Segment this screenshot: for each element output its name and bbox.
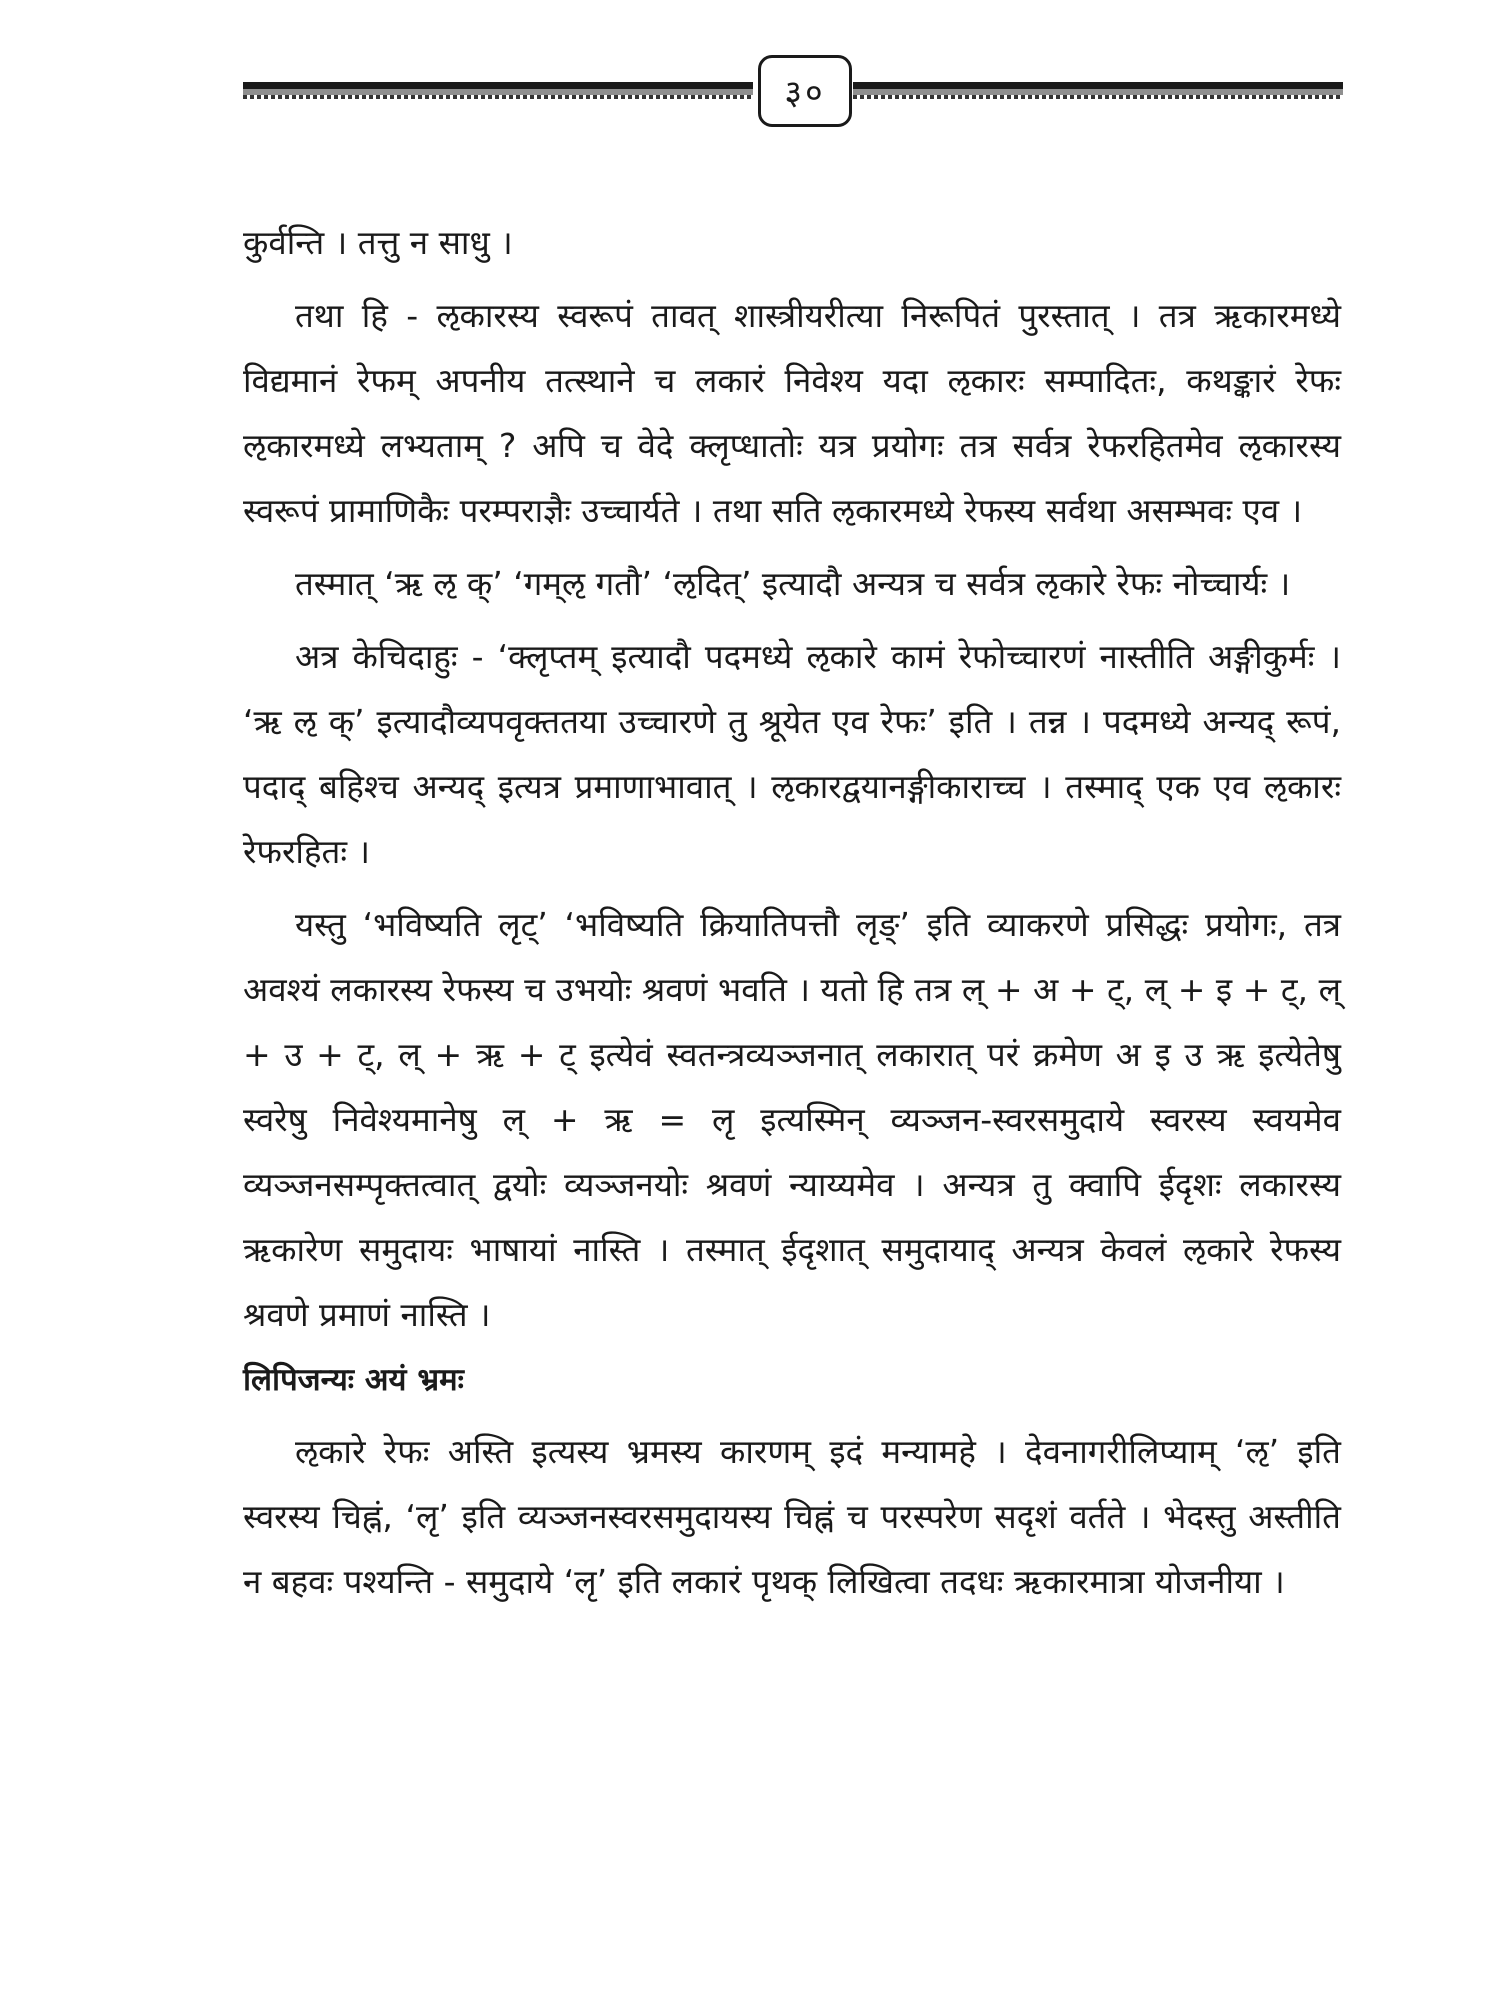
paragraph: तस्मात् ‘ऋ ऌ क्’ ‘गम्ऌ गतौ’ ‘ऌदित्’ इत्यादौ अन्यत्र च सर्वत्र ऌकारे रेफः नोच्चार्यः । — [295, 564, 1291, 603]
paragraph: अत्र केचिदाहुः - ‘क्लृप्तम् इत्यादौ पदमध्ये ऌकारे कामं रेफोच्चारणं नास्तीति अङ्गीकुर्मः । ‘ऋ ऌ क्’ इत्यादौव्यपवृक्ततया उच्चारणे तु श्रूयेत एव रेफः’ इति । तन्न । पदमध्ये अन्यद् रूपं, पदाद् बहिश्च अन्यद् इत्यत्र प्रमाणाभावात् । ऌकारद्वयानङ्गीकाराच्च । तस्माद् एक एव ऌकारः रेफरहितः । — [243, 637, 1341, 871]
header-rule-left — [243, 82, 753, 99]
paragraph-continued: कुर्वन्ति । तत्तु न साधु । — [243, 223, 513, 262]
paragraph: ऌकारे रेफः अस्ति इत्यस्य भ्रमस्य कारणम् इदं मन्यामहे । देवनागरीलिप्याम् ‘ऌ’ इति स्वरस्य चिह्नं, ‘लृ’ इति व्यञ्जनस्वरसमुदायस्य चिह्नं च परस्परेण सदृशं वर्तते । भेदस्तु अस्तीति न बहवः पश्यन्ति - समुदाये ‘लृ’ इति लकारं पृथक् लिखित्वा तदधः ऋकारमात्रा योजनीया । — [243, 1432, 1341, 1601]
page-number: ३० — [758, 55, 852, 127]
page-body — [243, 210, 1341, 1622]
page-header — [243, 55, 1343, 125]
paragraph: यस्तु ‘भविष्यति लृट्’ ‘भविष्यति क्रियातिपत्तौ लृङ्’ इति व्याकरणे प्रसिद्धः प्रयोगः, तत्र अवश्यं लकारस्य रेफस्य च उभयोः श्रवणं भवति । यतो हि तत्र ल् + अ + ट्, ल् + इ + ट्, ल् + उ + ट्, ल् + ऋ + ट् इत्येवं स्वतन्त्रव्यञ्जनात् लकारात् परं क्रमेण अ इ उ ऋ इत्येतेषु स्वरेषु निवेश्यमानेषु ल् + ऋ = लृ इत्यस्मिन् व्यञ्जन-स्वरसमुदाये स्वरस्य स्वयमेव व्यञ्जनसम्पृक्तत्वात् द्वयोः व्यञ्जनयोः श्रवणं न्याय्यमेव । अन्यत्र तु क्वापि ईदृशः लकारस्य ऋकारेण समुदायः भाषायां नास्ति । तस्मात् ईदृशात् समुदायाद् अन्यत्र केवलं ऌकारे रेफस्य श्रवणे प्रमाणं नास्ति । — [243, 905, 1341, 1334]
section-heading: लिपिजन्यः अयं भ्रमः — [243, 1362, 464, 1398]
header-rule-right — [853, 82, 1343, 99]
paragraph: तथा हि - ऌकारस्य स्वरूपं तावत् शास्त्रीयरीत्या निरूपितं पुरस्तात् । तत्र ऋकारमध्ये विद्यमानं रेफम् अपनीय तत्स्थाने च लकारं निवेश्य यदा ऌकारः सम्पादितः, कथङ्कारं रेफः ऌकारमध्ये लभ्यताम् ? अपि च वेदे क्लृप्धातोः यत्र प्रयोगः तत्र सर्वत्र रेफरहितमेव ऌकारस्य स्वरूपं प्रामाणिकैः परम्पराज्ञैः उच्चार्यते । तथा सति ऌकारमध्ये रेफस्य सर्वथा असम्भवः एव । — [243, 296, 1341, 530]
